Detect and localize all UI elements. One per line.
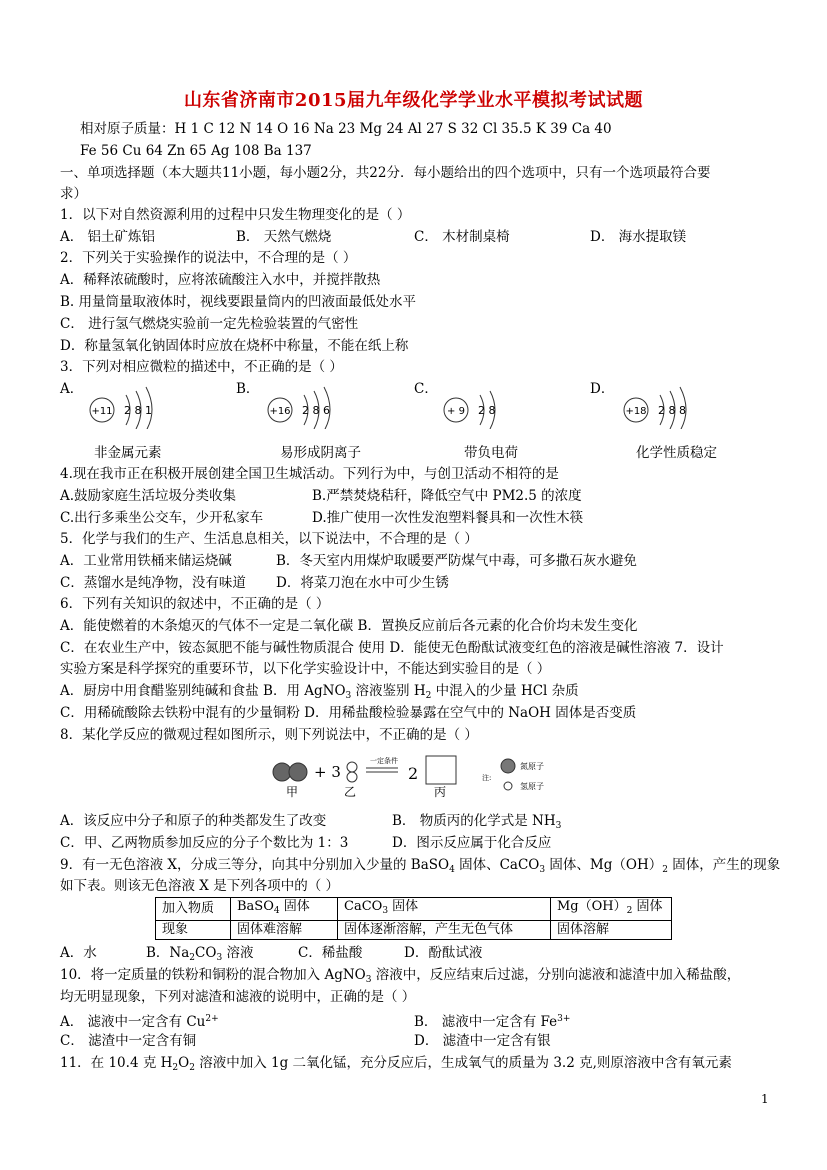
atomic-mass-line-1: 相对原子质量：H 1 C 12 N 14 O 16 Na 23 Mg 24 Al 27 S 32 Cl 35.5 K 39 Ca 40 <box>80 121 612 137</box>
nucleus-label-b: +16 <box>269 406 291 417</box>
q1-option-d: D． 海水提取镁 <box>590 229 687 245</box>
q5-option-a: A．工业常用铁桶来储运烧碱 <box>60 553 232 569</box>
q2-stem: 2．下列关于实验操作的说法中，不合理的是（ ） <box>60 250 357 266</box>
q8-option-d: D．图示反应属于化合反应 <box>392 835 552 851</box>
q8-option-c: C．甲、乙两物质参加反应的分子个数比为 1：3 <box>60 835 349 851</box>
shell-electrons-b: 2 8 6 <box>302 404 330 417</box>
q9-table <box>155 897 672 940</box>
shell-electrons-a: 2 8 1 <box>124 404 152 417</box>
q6-stem: 6．下列有关知识的叙述中，不正确的是（ ） <box>60 596 330 612</box>
q2-option-a: A．稀释浓硫酸时，应将浓硫酸注入水中，并搅拌散热 <box>60 272 381 288</box>
table-cell: 固体难溶解 <box>231 921 338 940</box>
table-cell: 现象 <box>156 921 231 940</box>
q1-option-b: B． 天然气燃烧 <box>236 229 332 245</box>
label-jia: 甲 <box>286 785 299 799</box>
table-cell: 固体逐渐溶解，产生无色气体 <box>338 921 551 940</box>
table-cell: 加入物质 <box>156 898 231 921</box>
q3-label-a: A． <box>60 381 84 397</box>
q8-option-b: B． 物质丙的化学式是 $NH_3$ <box>392 813 562 831</box>
q7-stem: 实验方案是科学探究的重要环节，以下化学实验设计中，不能达到实验目的是（ ） <box>60 661 551 677</box>
q5-stem: 5．化学与我们的生产、生活息息相关，以下说法中，不合理的是（ ） <box>60 531 478 547</box>
label-yi: 乙 <box>344 785 357 799</box>
q10-option-d: D． 滤渣中一定含有银 <box>414 1033 551 1049</box>
atom-diagram-a <box>86 385 176 429</box>
q2-option-c: C． 进行氢气燃烧实验前一定先检验装置的气密性 <box>60 316 359 332</box>
q7-options-ab: A．厨房中用食醋鉴别纯碱和食盐 B．用 AgNO$_3$ 溶液鉴别 $H_2$ 中混入的少量 HCl 杂质 <box>60 683 579 701</box>
q4-option-a: A.鼓励家庭生活垃圾分类收集 <box>60 488 237 504</box>
shell-electrons-c: 2 8 <box>478 404 496 417</box>
q5-option-d: D．将菜刀泡在水中可少生锈 <box>276 575 449 591</box>
nucleus-label-a: +11 <box>91 406 113 417</box>
q3-caption-c: 带负电荷 <box>464 445 518 461</box>
q8-option-a: A．该反应中分子和原子的种类都发生了改变 <box>60 813 327 829</box>
q3-label-d: D． <box>590 381 615 397</box>
nucleus-label-c: + 9 <box>447 406 465 417</box>
q6-options-cd: C．在农业生产中，铵态氮肥不能与碱性物质混合 使用 D．能使无色酚酞试液变红色的溶液是碱性溶液 7．设计 <box>60 640 724 656</box>
q9-option-d: D．酚酞试液 <box>404 945 483 961</box>
q10-stem-cont: 均无明显现象，下列对滤渣和滤液的说明中，正确的是（ ） <box>60 989 416 1005</box>
table-row <box>156 921 672 940</box>
q9-option-b: B．$Na_2CO_3$ 溶液 <box>146 945 254 963</box>
q3-caption-d: 化学性质稳定 <box>636 445 717 461</box>
q3-stem: 3．下列对相应微粒的描述中，不正确的是（ ） <box>60 359 343 375</box>
product-coefficient: 2 <box>408 764 419 783</box>
q11-stem: 11．在 10.4 克 $H_2O_2$ 溶液中加入 1g 二氧化锰，充分反应后，生成氧气的质量为 3.2 克,则原溶液中含有氧元素 <box>60 1055 732 1073</box>
q2-option-d: D．称量氢氧化钠固体时应放在烧杯中称量，不能在纸上称 <box>60 338 409 354</box>
section-heading: 一、单项选择题（本大题共11小题，每小题2分，共22分．每小题给出的四个选项中，只有一个选项最符合要 <box>60 165 711 181</box>
q3-label-b: B． <box>236 381 260 397</box>
reaction-diagram <box>270 752 560 800</box>
table-cell: BaSO$_4$ 固体 <box>231 898 338 921</box>
atomic-mass-line-2: Fe 56 Cu 64 Zn 65 Ag 108 Ba 137 <box>80 143 312 159</box>
q10-option-b: B． 滤液中一定含有 $Fe^{3+}$ <box>414 1014 571 1030</box>
q1-option-c: C． 木材制桌椅 <box>414 229 510 245</box>
q9-option-a: A．水 <box>60 945 97 961</box>
q9-option-c: C．稀盐酸 <box>298 945 363 961</box>
q9-stem: 9．有一无色溶液 X，分成三等分，向其中分别加入少量的 BaSO$_4$ 固体、CaCO$_3$ 固体、$Mg(OH)_2$ 固体，产生的现象 <box>60 857 781 875</box>
q10-stem: 10．将一定质量的铁粉和铜粉的混合物加入 AgNO$_3$ 溶液中，反应结束后过滤，分别向滤液和滤渣中加入稀盐酸， <box>60 967 741 985</box>
page-number: 1 <box>761 1092 769 1106</box>
nucleus-label-d: +18 <box>625 406 647 417</box>
atom-diagram-c <box>440 385 520 429</box>
q10-option-c: C． 滤渣中一定含有铜 <box>60 1033 197 1049</box>
table-cell: 固体溶解 <box>551 921 672 940</box>
q1-stem: 1．以下对自然资源利用的过程中只发生物理变化的是（ ） <box>60 207 411 223</box>
legend-hydrogen: 氢原子 <box>520 782 544 791</box>
atom-diagram-d <box>620 385 710 429</box>
atom-diagram-b <box>264 385 354 429</box>
q6-options-ab: A．能使燃着的木条熄灭的气体不一定是二氧化碳 B．置换反应前后各元素的化合价均未发生变化 <box>60 618 638 634</box>
table-row <box>156 898 672 921</box>
q8-stem: 8．某化学反应的微观过程如图所示，则下列说法中，不正确的是（ ） <box>60 727 478 743</box>
reaction-condition: 一定条件 <box>370 757 398 765</box>
q10-option-a: A． 滤液中一定含有 $Cu^{2+}$ <box>60 1014 219 1030</box>
q5-option-b: B．冬天室内用煤炉取暖要严防煤气中毒，可多撒石灰水避免 <box>276 553 637 569</box>
q3-caption-a: 非金属元素 <box>94 445 162 461</box>
q5-option-c: C．蒸馏水是纯净物，没有味道 <box>60 575 246 591</box>
page-title: 山东省济南市2015届九年级化学学业水平模拟考试试题 <box>183 90 644 111</box>
q4-option-d: D.推广使用一次性发泡塑料餐具和一次性木筷 <box>312 510 584 526</box>
q4-option-c: C.出行多乘坐公交车，少开私家车 <box>60 510 264 526</box>
table-cell: $Mg(OH)_2$ 固体 <box>551 898 672 921</box>
q3-label-c: C． <box>414 381 438 397</box>
shell-electrons-d: 2 8 8 <box>658 404 686 417</box>
legend-nitrogen: 氮原子 <box>520 762 544 771</box>
label-bing: 丙 <box>434 785 447 799</box>
q7-options-cd: C．用稀硫酸除去铁粉中混有的少量铜粉 D．用稀盐酸检验暴露在空气中的 NaOH 固体是否变质 <box>60 705 637 721</box>
q1-option-a: A． 铝土矿炼铝 <box>60 229 156 245</box>
section-heading-cont: 求） <box>60 186 87 202</box>
reactant-b-coefficient: + 3 <box>314 763 341 781</box>
q9-stem-cont: 如下表。则该无色溶液 X 是下列各项中的（ ） <box>60 878 339 894</box>
q2-option-b: B. 用量筒量取液体时，视线要跟量筒内的凹液面最低处水平 <box>60 294 417 310</box>
q4-option-b: B.严禁焚烧秸秆，降低空气中 PM2.5 的浓度 <box>312 488 582 504</box>
legend-note: 注: <box>482 774 492 782</box>
q4-stem: 4.现在我市正在积极开展创建全国卫生城活动。下列行为中，与创卫活动不相符的是 <box>60 466 559 482</box>
q3-caption-b: 易形成阴离子 <box>280 445 361 461</box>
table-cell: CaCO$_3$ 固体 <box>338 898 551 921</box>
